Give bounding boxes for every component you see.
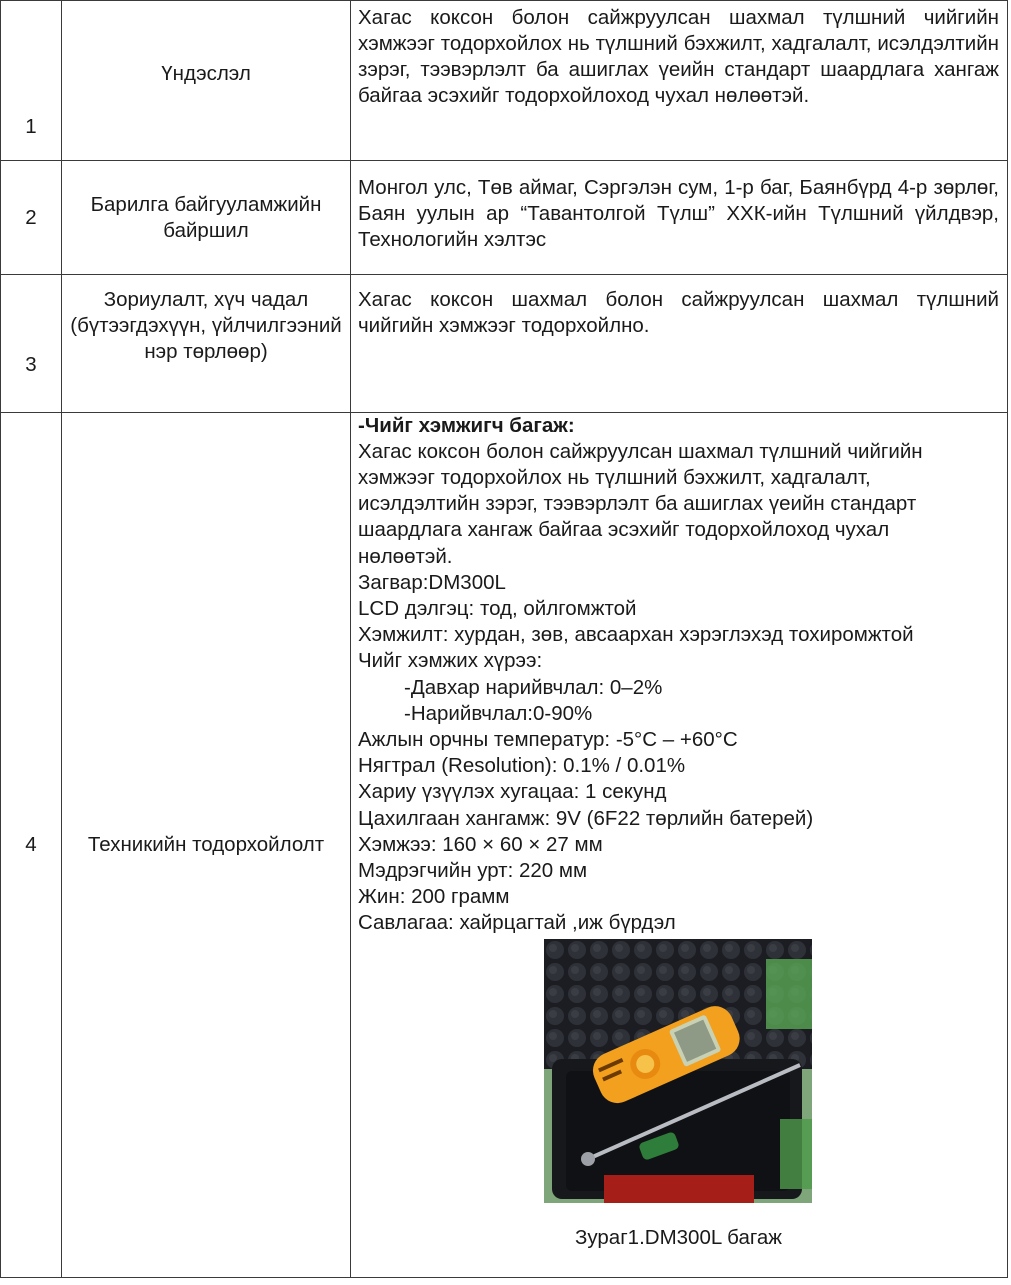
table-row <box>1 412 1008 1277</box>
spec-display: LCD дэлгэц: тод, ойлгомжтой <box>358 597 637 621</box>
row-content <box>351 161 1008 275</box>
spec-intro-line: шаардлага хангаж байгаа эсэхийг тодорхойлоход чухал <box>358 518 890 542</box>
spec-content <box>351 412 1008 1277</box>
table-row <box>1 161 1008 275</box>
spec-sensor: Мэдрэгчийн урт: 220 мм <box>358 859 588 883</box>
spec-size: Хэмжээ: 160 × 60 × 27 мм <box>358 832 603 856</box>
spec-model: Загвар:DM300L <box>358 570 506 594</box>
spec-weight: Жин: 200 грамм <box>358 885 510 909</box>
spec-measurement: Хэмжилт: хурдан, зөв, авсаархан хэрэглэхэд тохиромжтой <box>358 623 914 647</box>
spec-intro-line: нөлөөтэй. <box>358 544 453 568</box>
row-content <box>351 275 1008 412</box>
moisture-meter-photo <box>544 939 812 1203</box>
spec-resolution: Нягтрал (Resolution): 0.1% / 0.01% <box>358 754 686 778</box>
row-label: Үндэслэл <box>62 1 351 161</box>
row-content <box>351 1 1008 161</box>
spec-range-precision: -Нарийвчлал:0-90% <box>404 701 593 725</box>
spec-temperature: Ажлын орчны температур: -5°C – +60°C <box>358 728 738 752</box>
spec-response: Хариу үзүүлэх хугацаа: 1 секунд <box>358 780 667 804</box>
row-label: Барилга байгууламжийн байршил <box>62 161 351 275</box>
row-label: Зориулалт, хүч чадал (бүтээгдэхүүн, үйлчилгээний нэр төрлөөр) <box>62 275 351 412</box>
spec-intro-line: хэмжээг тодорхойлох нь түлшний бэхжилт, хадгалалт, <box>358 466 871 490</box>
spec-range-double: -Давхар нарийвчлал: 0–2% <box>404 675 663 699</box>
row-label: Техникийн тодорхойлолт <box>62 412 351 1277</box>
row-number: 3 <box>1 275 62 412</box>
spec-intro-line: Хагас коксон болон сайжруулсан шахмал түлшний чийгийн <box>358 439 923 463</box>
spec-intro-line: исэлдэлтийн зэрэг, тээвэрлэлт ба ашиглах үеийн стандарт <box>358 492 917 516</box>
row-number: 2 <box>1 161 62 275</box>
photo-caption: Зураг1.DM300L багаж <box>574 1225 782 1249</box>
purpose-text: Хагас коксон шахмал болон сайжруулсан шахмал түлшний чийгийн хэмжээг тодорхойлно. <box>358 288 999 338</box>
table-row <box>1 1 1008 161</box>
row-number: 1 <box>1 1 62 161</box>
device-photo <box>544 939 812 1203</box>
location-text: Монгол улс, Төв аймаг, Сэргэлэн сум, 1-р баг, Баянбүрд 4-р зөрлөг, Баян уулын ар “Тавантолгой Түлш” ХХК-ийн Түлшний үйлдвэр, Технологийн хэлтэс <box>358 176 999 252</box>
spec-package: Савлагаа: хайрцагтай ,иж бүрдэл <box>358 911 676 935</box>
table-row <box>1 275 1008 412</box>
row-number: 4 <box>1 412 62 1277</box>
spec-range-label: Чийг хэмжих хүрээ: <box>358 649 543 673</box>
spec-heading: -Чийг хэмжигч багаж: <box>358 413 575 437</box>
spec-power: Цахилгаан хангамж: 9V (6F22 төрлийн батерей) <box>358 806 814 830</box>
rationale-text: Хагас коксон болон сайжруулсан шахмал түлшний чийгийн хэмжээг тодорхойлох нь түлшний бэхжилт, хадгалалт, исэлдэлтийн зэрэг, тээвэрлэлт ба ашиглах үеийн стандарт шаардлага хангаж байгаа эсэхийг тодорхойлоход чухал нөлөөтэй. <box>358 6 999 107</box>
